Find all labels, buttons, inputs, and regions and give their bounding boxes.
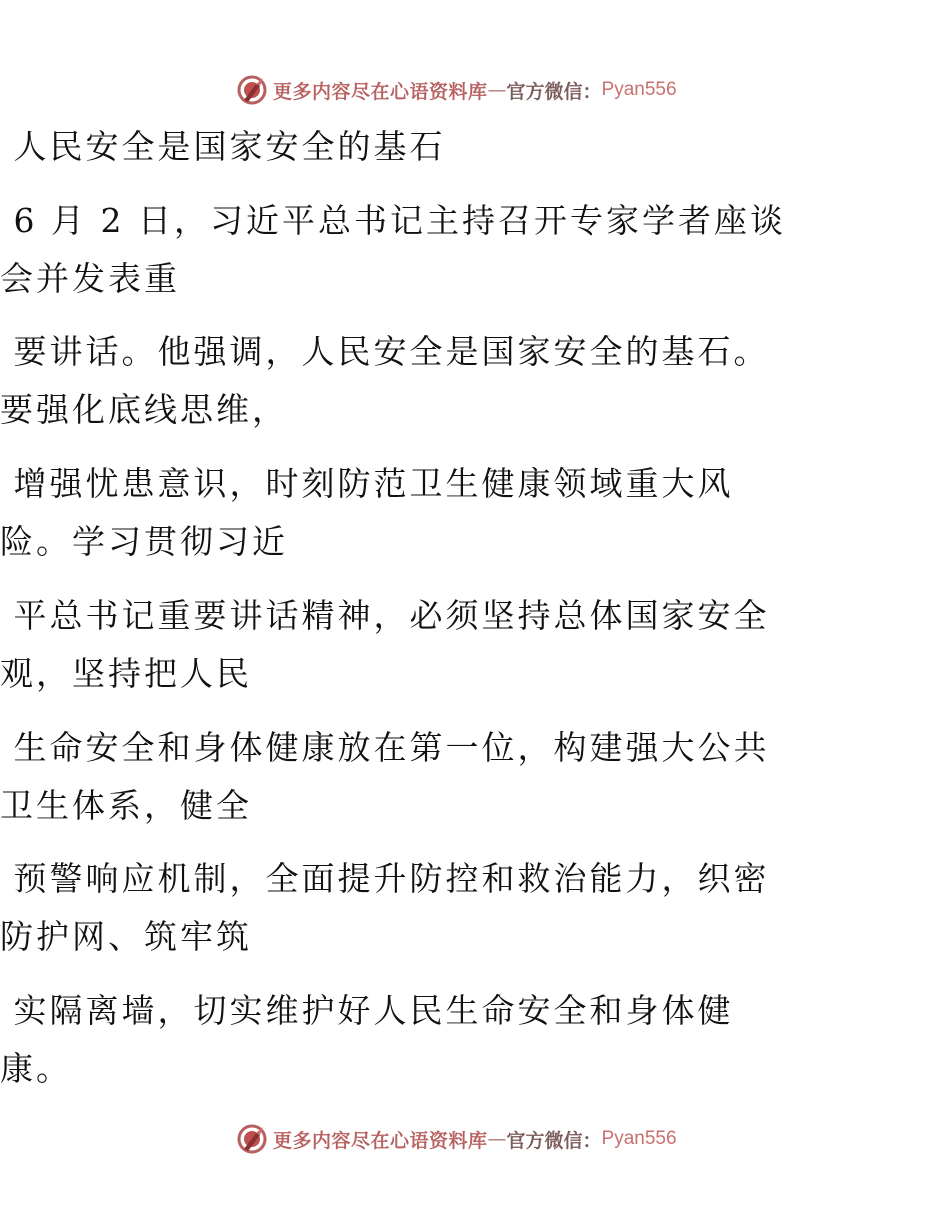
document-line: 卫生体系，健全 [0,786,252,825]
document-title: 人民安全是国家安全的基石 [0,127,446,166]
document-line: 防护网、筑牢筑 [0,917,252,956]
document-line: 6 月 2 日，习近平总书记主持召开专家学者座谈 [0,201,786,240]
watermark-dash: — [487,1128,507,1150]
document-line: 会并发表重 [0,259,180,298]
document-line: 预警响应机制，全面提升防控和救治能力，织密 [0,859,770,898]
quill-pen-logo-icon [236,1123,268,1155]
document-line: 观，坚持把人民 [0,654,252,693]
quill-pen-logo-icon [236,74,268,106]
watermark-dash: — [487,79,507,101]
document-line: 要强化底线思维， [0,390,288,429]
document-line: 险。学习贯彻习近 [0,522,288,561]
document-line: 康。 [0,1049,72,1088]
watermark-wechat-label: 官方微信： [506,1129,602,1152]
footer-watermark [236,1122,677,1156]
document-line: 增强忧患意识，时刻防范卫生健康领域重大风 [0,464,734,503]
document-line: 要讲话。他强调，人民安全是国家安全的基石。 [0,332,770,371]
watermark-wechat-id: Pyan556 [601,79,677,100]
watermark-wechat-id: Pyan556 [601,1128,677,1149]
watermark-main-text: 更多内容尽在心语资料库 [273,80,488,103]
watermark-wechat-label: 官方微信： [506,80,602,103]
watermark-main-text: 更多内容尽在心语资料库 [273,1129,488,1152]
header-watermark [236,73,677,107]
document-line: 平总书记重要讲话精神，必须坚持总体国家安全 [0,596,770,635]
document-line: 实隔离墙，切实维护好人民生命安全和身体健 [0,991,734,1030]
document-line: 生命安全和身体健康放在第一位，构建强大公共 [0,728,770,767]
